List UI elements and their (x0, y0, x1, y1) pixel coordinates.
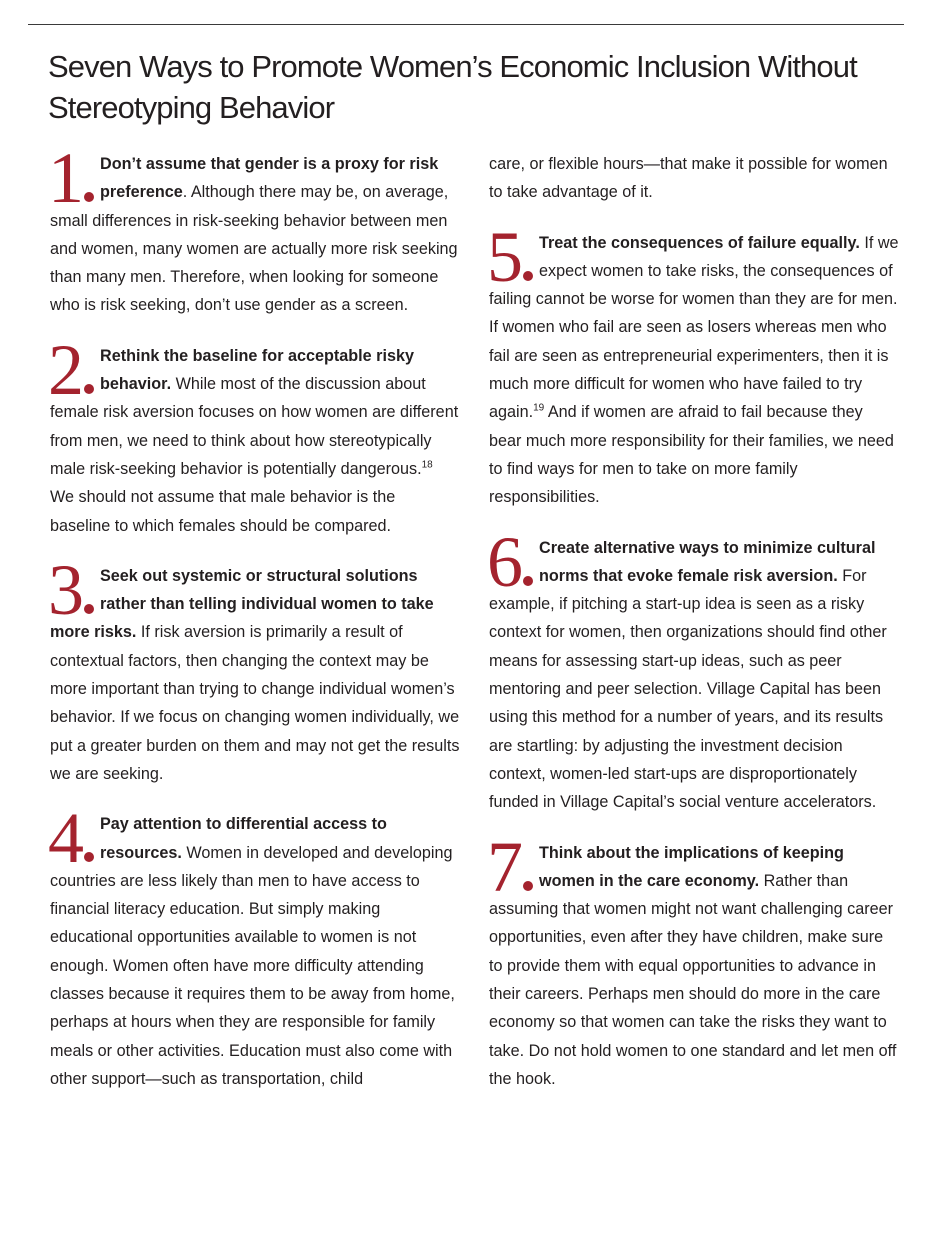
item-number: 2 (48, 344, 94, 396)
item-body: Although there may be, on average, small differences in risk-seeking behavior between men and women, many women are actually more risk seeking than many men. Therefore, when looking for someone who is risk seeking, don’t use gender as a screen. (50, 183, 458, 315)
item-body: If risk aversion is primarily a result of contextual factors, then changing the context may be more important than trying to change individual women’s behavior. If we focus on changing women individually, we put a greater burden on them and may not get the results we are seeking. (50, 623, 460, 783)
page-title: Seven Ways to Promote Women’s Economic Inclusion Without Stereotyping Behavior (48, 49, 857, 125)
item-number: 4 (48, 812, 94, 864)
bullet-dot-icon (84, 192, 94, 202)
list-item-1 (48, 138, 460, 320)
list-item-3 (48, 549, 460, 788)
item-body: Rather than assuming that women might not want challenging career opportunities, even after they have children, make sure to provide them with equal opportunities to advance in their careers. Perhaps men should do more in the care economy so that women can take the risks they want to take. Do not hold women to one standard and let men off the hook. (489, 871, 897, 1088)
item-lead: Rethink the baseline for acceptable risky behavior. (100, 346, 414, 394)
bullet-dot-icon (84, 852, 94, 862)
item-text: Don’t assume that gender is a proxy for risk preference. Although there may be, on average, small differences in risk-seeking behavior between men and women, many women are actually more risk seeking than many men. Therefore, when looking for someone who is risk seeking, don’t use gender as a screen. (50, 155, 458, 315)
bullet-dot-icon (84, 384, 94, 394)
item-4-continuation: care, or flexible hours—that make it possible for women to take advantage of it. (489, 155, 888, 202)
bullet-dot-icon (523, 881, 533, 891)
item-body: For example, if pitching a start-up idea is seen as a risky context for women, then organizations should find other means for assessing start-up ideas, such as peer mentoring and peer selection. Village Capital has been using this method for a number of years, and its results are startling: by adjusting the investment decision context, women-led start-ups are disproportionately funded in Village Capital’s social venture accelerators. (489, 566, 887, 812)
item-body: And if women are afraid to fail because they bear much more responsibility for their families, we need to find ways for men to take on more family responsibilities. (489, 403, 894, 507)
list-item-4 (48, 798, 460, 1093)
item-number: 7 (487, 841, 533, 893)
item-text (50, 810, 460, 1093)
left-column (48, 138, 460, 1115)
item-text (489, 229, 899, 512)
item-lead: Treat the consequences of failure equally. (539, 233, 860, 252)
item-text (489, 839, 899, 1094)
item-body: Women in developed and developing countries are less likely than men to have access to financial literacy education. But simply making educational opportunities available to women is not enough. Women often have more difficulty attending classes because it requires them to be away from home, perhaps at hours when they are responsible for family meals or other activities. Education must also come with other support—such as transportation, child (50, 843, 455, 1088)
list-item-2 (48, 329, 460, 540)
bullet-dot-icon (523, 271, 533, 281)
item-number: 1 (48, 152, 94, 204)
footnote-ref: 18 (421, 459, 433, 471)
right-column (489, 150, 899, 1115)
bullet-dot-icon (84, 604, 94, 614)
item-number: 6 (487, 536, 533, 588)
item-body: While most of the discussion about female risk aversion focuses on how women are different from men, we need to think about how stereotypically male risk-seeking behavior is potentially dangerous. (50, 375, 459, 478)
item-text (50, 562, 460, 788)
item-number: 3 (48, 564, 94, 616)
list-item-7 (487, 826, 899, 1094)
item-text (489, 534, 899, 817)
item-body: We should not assume that male behavior is the baseline to which females should be compared. (50, 488, 396, 535)
item-lead: Don’t assume that gender is a proxy for risk preference (100, 155, 439, 202)
item-number: 5 (487, 231, 533, 283)
item-text (50, 342, 460, 540)
list-item-5 (487, 216, 899, 512)
item-lead: Pay attention to differential access to resources. (100, 815, 387, 862)
list-item-6 (487, 521, 899, 817)
footnote-ref: 19 (533, 402, 545, 414)
bullet-dot-icon (523, 576, 533, 586)
item-body: If we expect women to take risks, the consequences of failing cannot be worse for women than they are for men. If women who fail are seen as losers whereas men who fail are seen as entrepreneurial experimenters, then it is much more difficult for women who have failed to try again. (489, 233, 899, 422)
item-lead: Think about the implications of keeping women in the care economy. (539, 843, 844, 890)
top-rule (28, 24, 904, 25)
item-lead: Seek out systemic or structural solutions rather than telling individual women to take more risks. (50, 566, 434, 642)
item-lead: Create alternative ways to minimize cultural norms that evoke female risk aversion. (539, 538, 876, 585)
